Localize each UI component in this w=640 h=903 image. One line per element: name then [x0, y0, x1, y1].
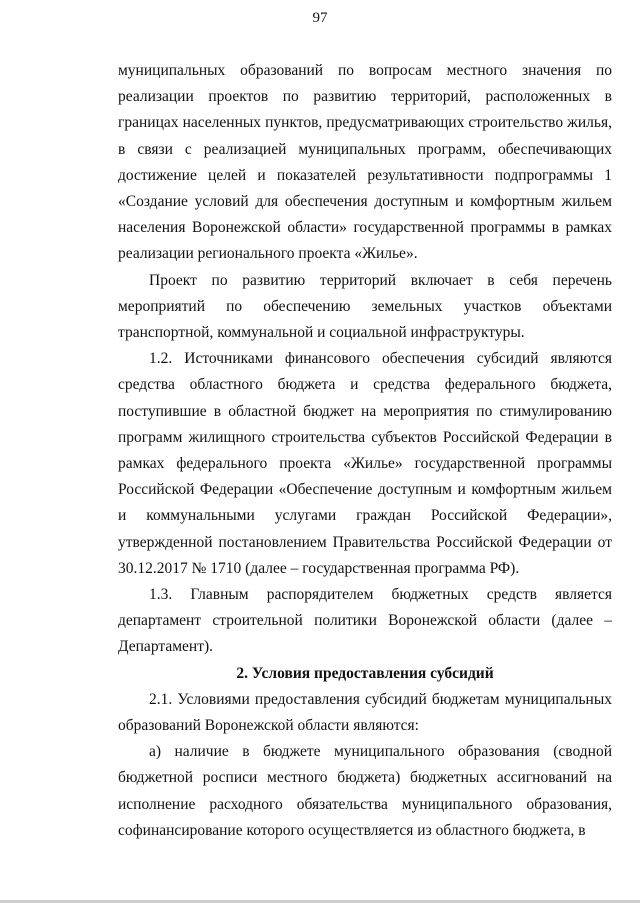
paragraph-1-3-main-administrator: 1.3. Главным распорядителем бюджетных средств является департамент строительной политики Воронежской области (далее – Департамент).	[118, 586, 612, 656]
paragraph-2-1-conditions: 2.1. Условиями предоставления субсидий бюджетам муниципальных образований Воронежской области являются:	[118, 690, 612, 735]
paragraph-1-2-funding-sources: 1.2. Источниками финансового обеспечения субсидий являются средства областного бюджета и средства федерального бюджета, поступившие в областной бюджет на мероприятия по стимулированию программ жилищного строительства субъектов Российской Федерации в рамках федерального проекта «Жилье» государственной программы Российской Федерации «Обеспечение доступным и комфортным жильем и коммунальными услугами граждан Российской Федерации», утвержденной постановлением Правительства Российской Федерации от 30.12.2017 № 1710 (далее – государственная программа РФ).	[118, 350, 612, 577]
paragraph-2-1-a: а) наличие в бюджете муниципального образования (сводной бюджетной росписи местного бюджета) бюджетных ассигнований на исполнение расходного обязательства муниципального образования, софинансирование которого осуществляется из областного бюджета, в	[118, 743, 612, 839]
document-body	[118, 58, 612, 844]
section-heading-2: 2. Условия предоставления субсидий	[236, 664, 494, 682]
paragraph-project-scope: Проект по развитию территорий включает в себя перечень мероприятий по обеспечению земельных участков объектами транспортной, коммунальной и социальной инфраструктуры.	[118, 271, 612, 342]
page-number: 97	[312, 10, 328, 26]
paragraph-continuation: муниципальных образований по вопросам местного значения по реализации проектов по развитию территорий, расположенных в границах населенных пунктов, предусматривающих строительство жилья, в связи с реализацией муниципальных программ, обеспечивающих достижение целей и показателей результативности подпрограммы 1 «Создание условий для обеспечения доступным и комфортным жильем населения Воронежской области» государственной программы в рамках реализации регионального проекта «Жилье».	[118, 62, 612, 263]
